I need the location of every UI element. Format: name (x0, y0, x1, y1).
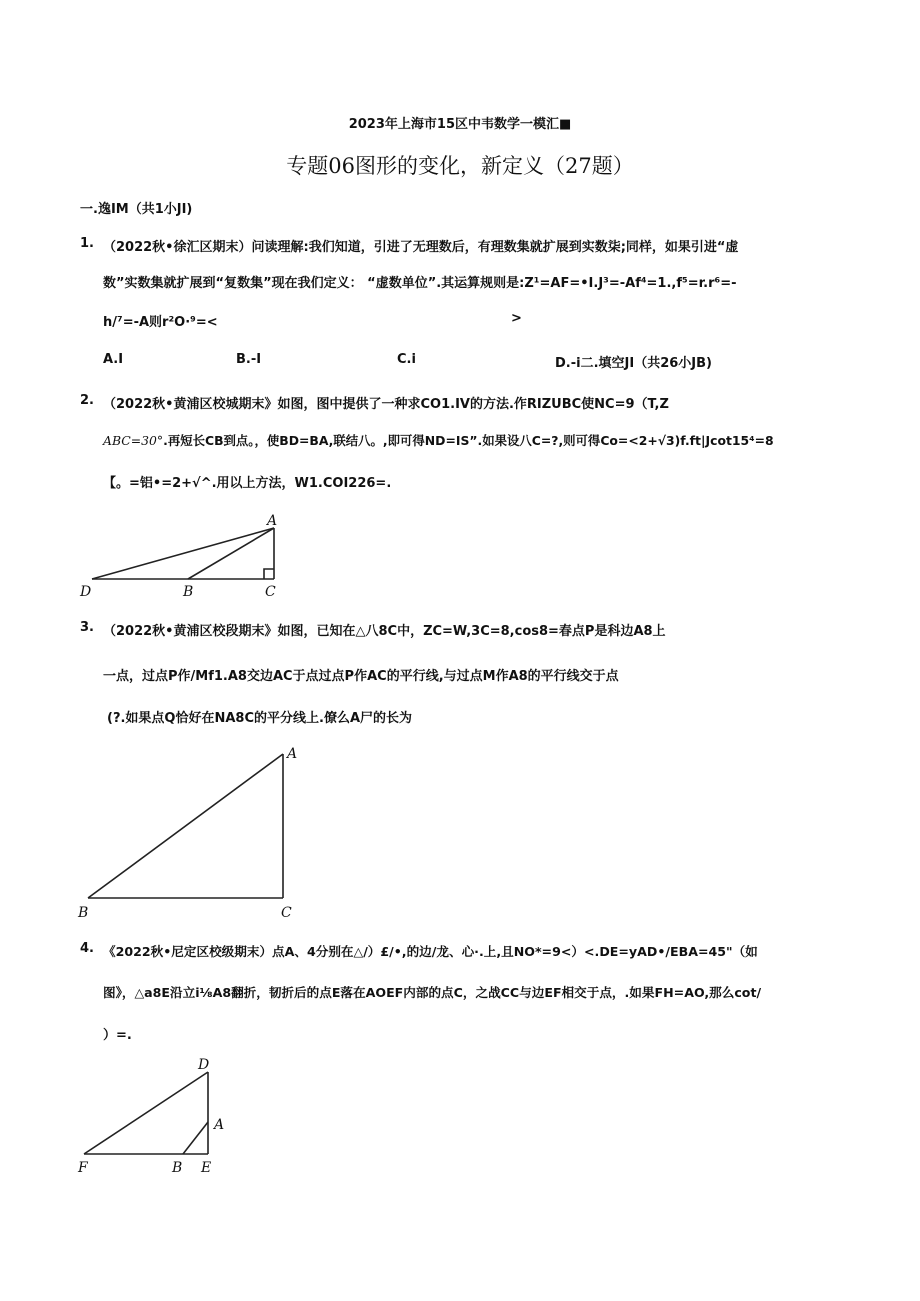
choice-c[interactable]: C.i (397, 352, 416, 367)
label-b: B (183, 584, 194, 598)
label-d: D (80, 584, 92, 598)
label-d: D (198, 1057, 210, 1073)
question-text-line (103, 431, 774, 449)
figure-q4 (74, 1052, 234, 1177)
question-text-line: 《2022秋•尼定区校级期末）点A、4分别在△/）£/•,的边/龙、心·.上,且NO*=9<）<.DE=yAD•/EBA=45"（如 (103, 944, 758, 959)
choice-b[interactable]: B.-I (236, 352, 262, 367)
question-text-line: 一点，过点P作/Mf1.A8交边AC于点过点P作AC的平行线,与过点M作A8的平行线交于点 (103, 669, 619, 684)
header-title: 2023年上海市15区中韦数学一模汇■ (348, 117, 572, 132)
question-text-line: (?.如果点Q恰好在NA8C的平分线上.僚么A尸的长为 (107, 711, 412, 726)
question-text-line: 数”实数集就扩展到“复数集”现在我们定义： “虚数单位”.其运算规则是:Z¹=AF=•I.J³=-Af⁴=1.,f⁵=r.r⁶=- (103, 276, 737, 291)
right-angle-mark (264, 569, 274, 579)
segment-fd (84, 1072, 208, 1154)
label-f: F (78, 1160, 88, 1176)
question-text-line: （2022秋•黄浦区校城期末》如图，图中提供了一种求CO1.IV的方法.作RIZUBC使NC=9（T,Z (103, 397, 669, 412)
section-heading: 一.逸IM（共1小JI) (80, 202, 193, 217)
question-text-line: （2022秋•黄浦区校段期末》如图，已知在△八8C中，ZC=W,3C=8,cos8=春点P是科边A8上 (103, 624, 666, 639)
segment-ba (188, 528, 274, 579)
label-a: A (214, 1117, 225, 1133)
label-c: C (281, 905, 292, 921)
segment-da (92, 528, 274, 579)
label-a: A (287, 746, 298, 762)
question-number: 4. (80, 941, 94, 956)
angle-expression: ABC=30° (103, 433, 164, 448)
question-text-line: 图》，△a8E沿立i⅛A8翻折，韧折后的点E落在AOEF内部的点C，之战CC与边EF相交于点，.如果FH=AO,那么cot/ (103, 985, 762, 1000)
segment-ba (183, 1122, 208, 1154)
question-number: 1. (80, 236, 94, 251)
question-text-bracket: > (511, 311, 522, 326)
label-b: B (172, 1160, 183, 1176)
label-a: A (267, 513, 278, 529)
choice-d[interactable]: D.-i二.填空JI（共26小JB) (555, 356, 712, 371)
choice-a[interactable]: A.I (103, 352, 124, 367)
question-text-line: h/⁷=-A则r²O·⁹=< (103, 315, 218, 330)
question-number: 2. (80, 393, 94, 408)
question-text-segment: .再短长CB到点。，使BD=BA,联结八。,即可得ND=IS”.如果设八C=?,则可得Co=<2+√3)f.ft|Jcot15⁴=8 (163, 433, 774, 448)
question-number: 3. (80, 620, 94, 635)
figure-q3 (74, 740, 304, 922)
main-title: 专题06图形的变化，新定义（27题） (286, 154, 634, 178)
figure-q2 (76, 508, 292, 598)
question-text-line: 【。=铝•=2+√^.用以上方法，W1.COI226=. (103, 476, 392, 491)
label-e: E (201, 1160, 212, 1176)
question-text-line: （2022秋•徐汇区期末）问读理解:我们知道，引进了无理数后，有理数集就扩展到实数柒;同样，如果引进“虚 (103, 240, 739, 255)
segment-ba (88, 754, 283, 898)
label-c: C (265, 584, 276, 598)
question-text-line: ）=. (103, 1028, 132, 1043)
label-b: B (78, 905, 89, 921)
